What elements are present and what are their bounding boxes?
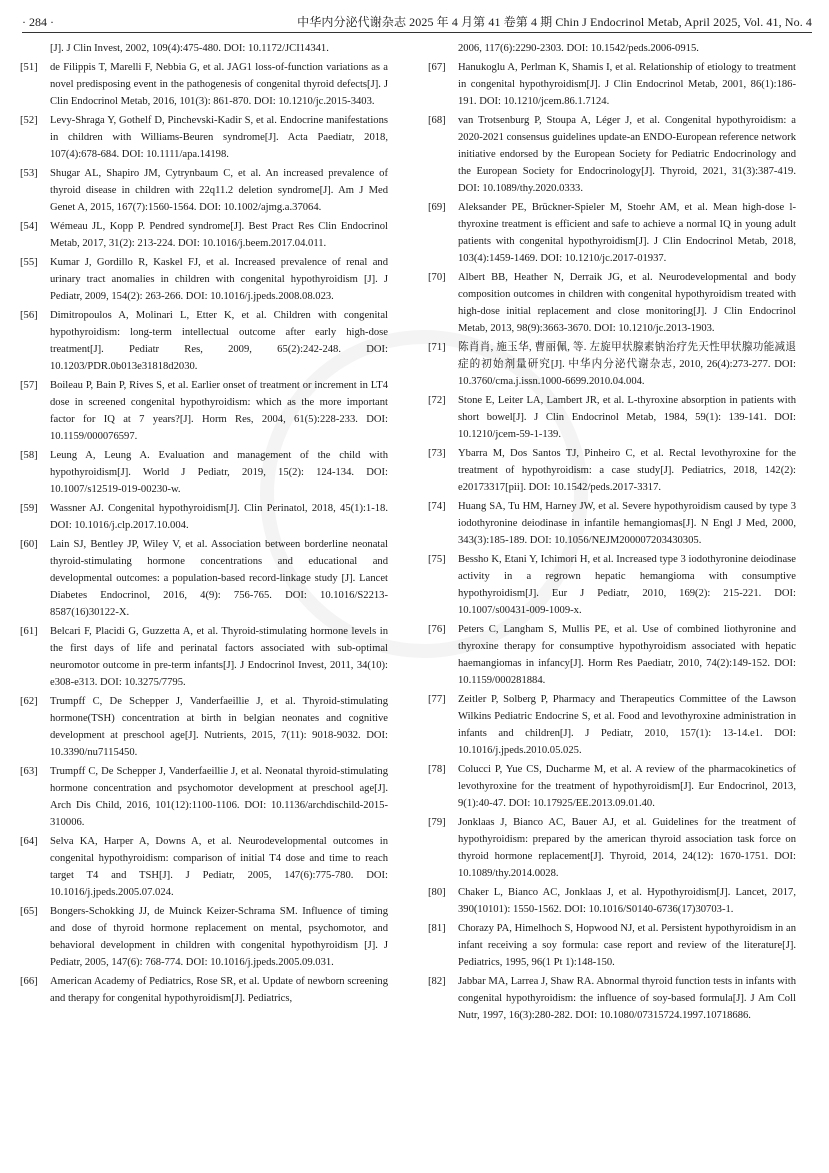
reference-item <box>20 377 388 445</box>
reference-item <box>20 218 388 252</box>
reference-text: Hanukoglu A, Perlman K, Shamis I, et al. Relationship of etiology to treatment in congenital hypothyroidism[J]. J Clin Endocrinol Metab, 2001, 86(1):186-191. DOI: 10.1210/jcem.86.1.7124. <box>458 62 796 107</box>
reference-text: Chaker L, Bianco AC, Jonklaas J, et al. Hypothyroidism[J]. Lancet, 2017, 390(10101): 1550-1562. DOI: 10.1016/S0140-6736(17)30703-1. <box>458 887 796 915</box>
reference-item <box>428 498 796 549</box>
reference-text: Peters C, Langham S, Mullis PE, et al. Use of combined liothyronine and thyroxine therapy for consumptive hypothyroidism associated with hepatic haemangiomas in infancy[J]. Horm Res Paediatr, 2010, 74(2):149-152. DOI: 10.1159/000281884. <box>458 624 796 686</box>
reference-item <box>428 761 796 812</box>
reference-number: [59] <box>20 503 38 514</box>
reference-text: Wassner AJ. Congenital hypothyroidism[J]. Clin Perinatol, 2018, 45(1):1-18. DOI: 10.1016/j.clp.2017.10.004. <box>50 503 388 531</box>
reference-text: Trumpff C, De Schepper J, Vanderfaeillie J, et al. Neonatal thyroid-stimulating hormone concentration and psychomotor development at preschool age[J]. Arch Dis Child, 2016, 101(12):1100-1106. DOI: 10.1136/archdischild-2015-310006. <box>50 766 388 828</box>
reference-number: [76] <box>428 624 446 635</box>
reference-item <box>428 339 796 390</box>
reference-number: [54] <box>20 221 38 232</box>
reference-item <box>20 500 388 534</box>
reference-number: [60] <box>20 539 38 550</box>
reference-number: [65] <box>20 906 38 917</box>
reference-item <box>20 833 388 901</box>
reference-item <box>428 551 796 619</box>
reference-item <box>428 392 796 443</box>
reference-number: [79] <box>428 817 446 828</box>
reference-number: [68] <box>428 115 446 126</box>
reference-item <box>20 447 388 498</box>
reference-number: [67] <box>428 62 446 73</box>
reference-number: [63] <box>20 766 38 777</box>
reference-number: [66] <box>20 976 38 987</box>
reference-text: Jabbar MA, Larrea J, Shaw RA. Abnormal thyroid function tests in infants with congenital hypothyroidism: the influence of soy-based formula[J]. J Am Coll Nutr, 1997, 16(3):280-282. DOI: 10.1080/07315724.1997.10718686. <box>458 976 796 1021</box>
reference-number: [72] <box>428 395 446 406</box>
reference-continuation: [J]. J Clin Invest, 2002, 109(4):475-480. DOI: 10.1172/JCI14341. <box>50 43 329 54</box>
reference-text: Levy-Shraga Y, Gothelf D, Pinchevski-Kadir S, et al. Endocrine manifestations in children with Williams-Beuren syndrome[J]. Acta Paediatr, 2018, 107(4):678-684. DOI: 10.1111/apa.14198. <box>50 115 388 160</box>
references-right-column <box>428 40 796 1026</box>
reference-text: Trumpff C, De Schepper J, Vanderfaeillie J, et al. Thyroid-stimulating hormone(TSH) concentration at birth in belgian neonates and cognitive development at preschool age[J]. Nutrients, 2015, 7(11): 9018-9032. DOI: 10.3390/nu7115450. <box>50 696 388 758</box>
reference-number: [80] <box>428 887 446 898</box>
reference-item <box>428 199 796 267</box>
page-header <box>22 10 812 33</box>
reference-text: Leung A, Leung A. Evaluation and management of the child with hypothyroidism[J]. World J Pediatr, 2019, 15(2): 124-134. DOI: 10.1007/s12519-019-00230-w. <box>50 450 388 495</box>
journal-running-title: 中华内分泌代谢杂志 2025 年 4 月第 41 卷第 4 期 Chin J Endocrinol Metab, April 2025, Vol. 41, No. 4 <box>297 15 812 29</box>
reference-number: [57] <box>20 380 38 391</box>
reference-text: van Trotsenburg P, Stoupa A, Léger J, et al. Congenital hypothyroidism: a 2020-2021 consensus guidelines update-an ENDO-European reference network initiative endorsed by the European Society for Pediatric Endocrinology and the European Society for Endocrinology[J]. Thyroid, 2021, 31(3):387-419. DOI: 10.1089/thy.2020.0333. <box>458 115 796 194</box>
reference-item <box>20 623 388 691</box>
reference-text: Stone E, Leiter LA, Lambert JR, et al. L-thyroxine absorption in patients with short bowel[J]. J Clin Endocrinol Metab, 1984, 59(1): 139-141. DOI: 10.1210/jcem-59-1-139. <box>458 395 796 440</box>
reference-item <box>428 814 796 882</box>
reference-text: Bongers-Schokking JJ, de Muinck Keizer-Schrama SM. Influence of timing and dose of thyroid hormone replacement on mental, psychomotor, and behavioral development in children with congenital hypothyroidism [J]. J Pediatr, 2005, 147(6): 768-774. DOI: 10.1016/j.jpeds.2005.09.031. <box>50 906 388 968</box>
reference-text: Jonklaas J, Bianco AC, Bauer AJ, et al. Guidelines for the treatment of hypothyroidism: prepared by the american thyroid association task force on thyroid hormone replacement[J]. Thyroid, 2014, 24(12): 1670-1751. DOI: 10.1089/thy.2014.0028. <box>458 817 796 879</box>
reference-number: [56] <box>20 310 38 321</box>
reference-text: Huang SA, Tu HM, Harney JW, et al. Severe hypothyroidism caused by type 3 iodothyronine deiodinase in infantile hemangiomas[J]. N Engl J Med, 2000, 343(3):185-189. DOI: 10.1056/NEJM200007203430305. <box>458 501 796 546</box>
reference-item <box>428 621 796 689</box>
reference-number: [81] <box>428 923 446 934</box>
reference-item <box>20 254 388 305</box>
reference-item <box>20 59 388 110</box>
reference-item <box>20 307 388 375</box>
reference-number: [71] <box>428 342 446 353</box>
reference-number: [58] <box>20 450 38 461</box>
reference-number: [52] <box>20 115 38 126</box>
reference-item <box>428 973 796 1024</box>
reference-text: Lain SJ, Bentley JP, Wiley V, et al. Association between borderline neonatal thyroid-stimulating hormone concentrations and educational and developmental outcomes: a population-based record-linkage study [J]. Lancet Diabetes Endocrinol, 2016, 4(9): 756-765. DOI: 10.1016/S2213-8587(16)30122-X. <box>50 539 388 618</box>
reference-number: [51] <box>20 62 38 73</box>
reference-number: [77] <box>428 694 446 705</box>
reference-item <box>20 693 388 761</box>
reference-number: [73] <box>428 448 446 459</box>
reference-number: [69] <box>428 202 446 213</box>
reference-continuation: 2006, 117(6):2290-2303. DOI: 10.1542/peds.2006-0915. <box>458 43 699 54</box>
reference-item <box>428 691 796 759</box>
reference-number: [64] <box>20 836 38 847</box>
reference-number: [70] <box>428 272 446 283</box>
reference-number: [78] <box>428 764 446 775</box>
reference-item <box>428 112 796 197</box>
reference-text: 陈肖肖, 施玉华, 曹丽佩, 等. 左旋甲状腺素钠治疗先天性甲状腺功能减退症的初始剂量研究[J]. 中华内分泌代谢杂志, 2010, 26(4):273-277. DOI: 10.3760/cma.j.issn.1000-6699.2010.04.004. <box>458 342 796 387</box>
reference-item <box>428 884 796 918</box>
reference-item <box>428 445 796 496</box>
references-left-column <box>20 40 388 1009</box>
reference-text: Zeitler P, Solberg P, Pharmacy and Therapeutics Committee of the Lawson Wilkins Pediatric Endocrine S, et al. Food and levothyroxine administration in infants and children[J]. J Pediatr, 2010, 157(1): 13-14.e1. DOI: 10.1016/j.jpeds.2010.05.025. <box>458 694 796 756</box>
reference-text: American Academy of Pediatrics, Rose SR, et al. Update of newborn screening and therapy for congenital hypothyroidism[J]. Pediatrics, <box>50 976 388 1004</box>
reference-text: Shugar AL, Shapiro JM, Cytrynbaum C, et al. An increased prevalence of thyroid disease in children with 22q11.2 deletion syndrome[J]. Am J Med Genet A, 2015, 167(7):1560-1564. DOI: 10.1002/ajmg.a.37064. <box>50 168 388 213</box>
reference-text: Chorazy PA, Himelhoch S, Hopwood NJ, et al. Persistent hypothyroidism in an infant receiving a soy formula: case report and review of the literature[J]. Pediatrics, 1995, 96(1 Pt 1):148-150. <box>458 923 796 968</box>
reference-item <box>428 920 796 971</box>
reference-item <box>20 112 388 163</box>
reference-text: de Filippis T, Marelli F, Nebbia G, et al. JAG1 loss-of-function variations as a novel predisposing event in the pathogenesis of congenital thyroid defects[J]. J Clin Endocrinol Metab, 2016, 101(3): 861-870. DOI: 10.1210/jc.2015-3403. <box>50 62 388 107</box>
page-number: · 284 · <box>22 15 54 29</box>
reference-text: Boileau P, Bain P, Rives S, et al. Earlier onset of treatment or increment in LT4 dose in screened congenital hypothyroidism: which as the more important factor for IQ at 7 years?[J]. Horm Res, 2004, 61(5):228-233. DOI: 10.1159/000076597. <box>50 380 388 442</box>
reference-text: Colucci P, Yue CS, Ducharme M, et al. A review of the pharmacokinetics of levothyroxine for the treatment of hypothyroidism[J]. Eur Endocrinol, 2013, 9(1):40-47. DOI: 10.17925/EE.2013.09.01.40. <box>458 764 796 809</box>
reference-text: Selva KA, Harper A, Downs A, et al. Neurodevelopmental outcomes in congenital hypothyroidism: comparison of initial T4 dose and time to reach target T4 and TSH[J]. J Pediatr, 2005, 147(6):775-780. DOI: 10.1016/j.jpeds.2005.07.024. <box>50 836 388 898</box>
reference-item <box>20 536 388 621</box>
reference-text: Bessho K, Etani Y, Ichimori H, et al. Increased type 3 iodothyronine deiodinase activity in a regrown hepatic hemangioma with consumptive hypothyroidism[J]. Eur J Pediatr, 2010, 169(2): 215-221. DOI: 10.1007/s00431-009-1009-x. <box>458 554 796 616</box>
reference-text: Ybarra M, Dos Santos TJ, Pinheiro C, et al. Rectal levothyroxine for the treatment of hypothyroidism: a case study[J]. Pediatrics, 2018, 142(2): e20173317[pii]. DOI: 10.1542/peds.2017-3317. <box>458 448 796 493</box>
reference-text: Aleksander PE, Brückner-Spieler M, Stoehr AM, et al. Mean high-dose l-thyroxine treatment is efficient and safe to achieve a normal IQ in young adult patients with congenital hypothyroidism[J]. J Clin Endocrinol Metab, 2018, 103(4):1459-1469. DOI: 10.1210/jc.2017-01937. <box>458 202 796 264</box>
reference-text: Albert BB, Heather N, Derraik JG, et al. Neurodevelopmental and body composition outcomes in children with congenital hypothyroidism treated with high-dose initial replacement and close monitoring[J]. J Clin Endocrinol Metab, 2013, 98(9):3663-3670. DOI: 10.1210/jc.2013-1903. <box>458 272 796 334</box>
reference-number: [75] <box>428 554 446 565</box>
reference-number: [82] <box>428 976 446 987</box>
reference-text: Wémeau JL, Kopp P. Pendred syndrome[J]. Best Pract Res Clin Endocrinol Metab, 2017, 31(2): 213-224. DOI: 10.1016/j.beem.2017.04.011. <box>50 221 388 249</box>
reference-text: Dimitropoulos A, Molinari L, Etter K, et al. Children with congenital hypothyroidism: long-term intellectual outcome after early high-dose treatment[J]. Pediatr Res, 2009, 65(2):242-248. DOI: 10.1203/PDR.0b013e31818d2030. <box>50 310 388 372</box>
reference-item <box>20 165 388 216</box>
reference-number: [62] <box>20 696 38 707</box>
reference-number: [61] <box>20 626 38 637</box>
reference-item <box>20 973 388 1007</box>
reference-number: [53] <box>20 168 38 179</box>
reference-number: [74] <box>428 501 446 512</box>
reference-number: [55] <box>20 257 38 268</box>
reference-item <box>20 903 388 971</box>
reference-text: Kumar J, Gordillo R, Kaskel FJ, et al. Increased prevalence of renal and urinary tract anomalies in children with congenital hypothyroidism [J]. J Pediatr, 2009, 154(2): 263-266. DOI: 10.1016/j.jpeds.2008.08.023. <box>50 257 388 302</box>
reference-item <box>20 763 388 831</box>
reference-text: Belcari F, Placidi G, Guzzetta A, et al. Thyroid-stimulating hormone levels in the first days of life and perinatal factors associated with sub-optimal neuromotor outcome in pre-term infants[J]. J Endocrinol Invest, 2011, 34(10): e308-e313. DOI: 10.3275/7795. <box>50 626 388 688</box>
reference-item <box>428 269 796 337</box>
reference-item <box>428 59 796 110</box>
